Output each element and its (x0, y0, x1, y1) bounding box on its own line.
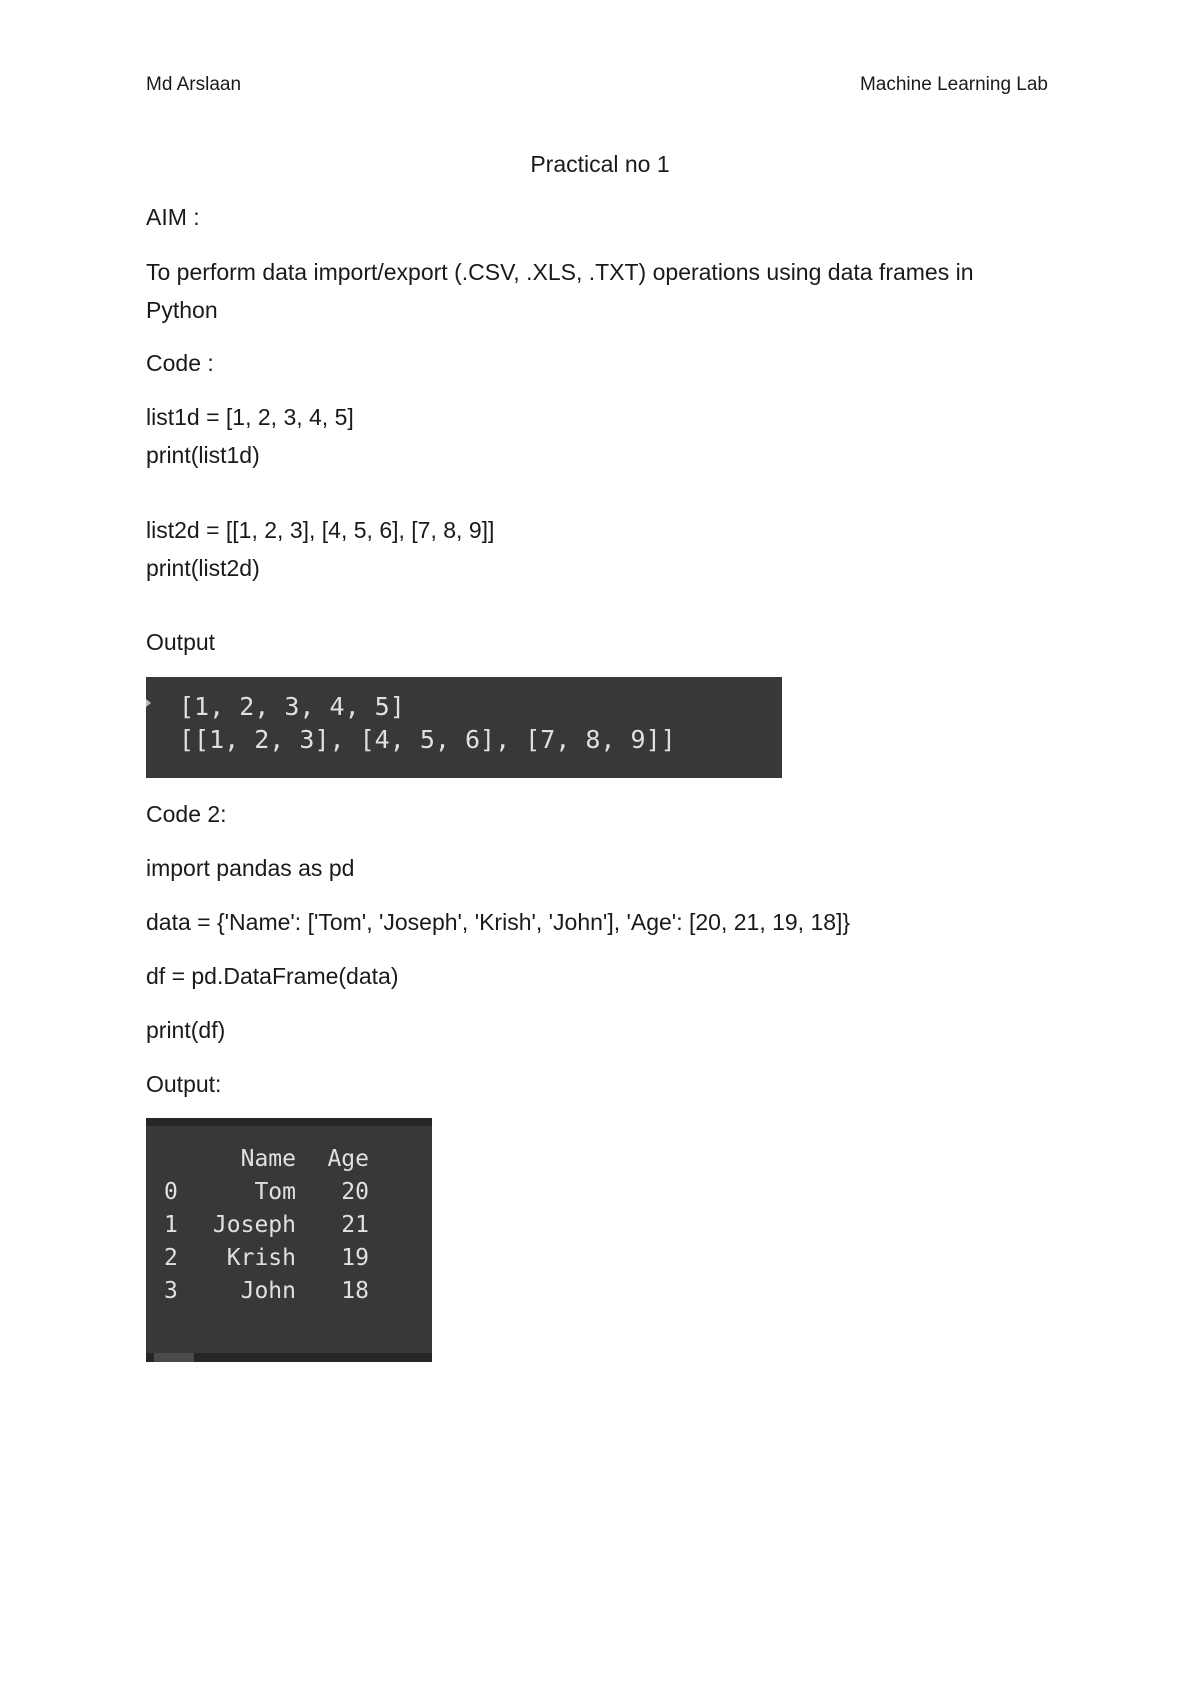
df-column-header-age: Age (327, 1146, 369, 1172)
df-row-index: 2 (164, 1245, 178, 1271)
df-cell-name: Krish (226, 1245, 296, 1271)
output-line: [1, 2, 3, 4, 5] (179, 692, 405, 721)
code2-label: Code 2: (146, 801, 227, 827)
header-course: Machine Learning Lab (859, 74, 1048, 95)
df-cell-age: 19 (341, 1245, 369, 1271)
header-author: Md Arslaan (146, 74, 242, 95)
code2-line: import pandas as pd (146, 855, 355, 881)
code2-line: data = {'Name': ['Tom', 'Joseph', 'Krish', 'John'], 'Age': [20, 21, 19, 18]} (146, 909, 851, 935)
code-line: print(list2d) (146, 555, 260, 581)
df-cell-age: 18 (341, 1278, 369, 1304)
page-title: Practical no 1 (530, 151, 670, 177)
code2-line: df = pd.DataFrame(data) (146, 963, 399, 989)
output-line: [[1, 2, 3], [4, 5, 6], [7, 8, 9]] (179, 725, 676, 754)
df-cell-name: John (240, 1278, 296, 1304)
code-line: print(list1d) (146, 442, 260, 468)
code2-line: print(df) (146, 1017, 226, 1043)
df-row-index: 3 (164, 1278, 178, 1304)
scrollbar-thumb[interactable] (154, 1353, 194, 1362)
code-label: Code : (146, 350, 214, 376)
code-line: list1d = [1, 2, 3, 4, 5] (146, 404, 354, 430)
output-console (146, 677, 782, 778)
dataframe-console (146, 1118, 432, 1362)
df-cell-name: Tom (254, 1179, 296, 1205)
df-cell-age: 20 (341, 1179, 369, 1205)
df-cell-name: Joseph (212, 1212, 296, 1238)
output-label: Output (146, 629, 216, 655)
console-top-border (146, 1118, 432, 1126)
df-column-header-name: Name (240, 1146, 296, 1172)
df-cell-age: 21 (341, 1212, 369, 1238)
df-row-index: 1 (164, 1212, 178, 1238)
df-row-index: 0 (164, 1179, 178, 1205)
code-line: list2d = [[1, 2, 3], [4, 5, 6], [7, 8, 9]] (146, 517, 495, 543)
collapse-marker-icon (146, 699, 151, 707)
output2-label: Output: (146, 1071, 222, 1097)
aim-label: AIM : (146, 204, 200, 230)
aim-text: To perform data import/export (.CSV, .XLS, .TXT) operations using data frames in Python (146, 259, 974, 323)
